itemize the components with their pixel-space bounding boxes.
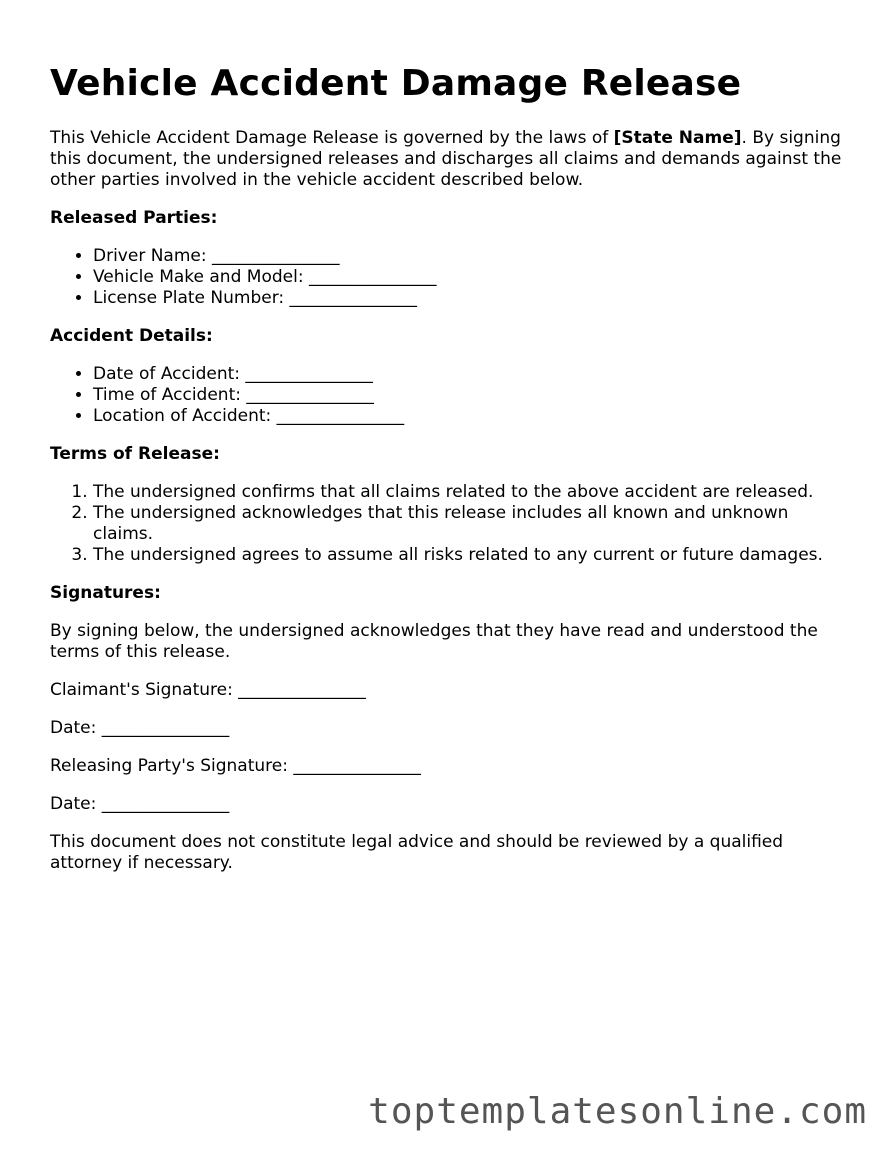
disclaimer-paragraph: This document does not constitute legal advice and should be reviewed by a qualified attorney if necessary. — [50, 832, 784, 873]
releasing-party-signature-line: Releasing Party's Signature: _______________ — [50, 756, 421, 776]
claimant-signature-line: Claimant's Signature: _______________ — [50, 680, 366, 700]
intro-text-after: . By signing this document, the undersigned releases and discharges all claims and demands against the other parties involved in the vehicle accident described below. — [50, 128, 842, 190]
signatures-statement: By signing below, the undersigned acknowledges that they have read and understood the terms of this release. — [50, 621, 818, 662]
list-item: 3. The undersigned agrees to assume all risks related to any current or future damages. — [93, 545, 850, 566]
terms-list — [50, 482, 850, 566]
signatures-heading: Signatures: — [50, 583, 161, 603]
list-item: 2. The undersigned acknowledges that this release includes all known and unknown claims. — [93, 503, 850, 545]
claimant-date-line: Date: _______________ — [50, 718, 230, 738]
list-item: 1. The undersigned confirms that all claims related to the above accident are released. — [93, 482, 850, 503]
intro-text-before: This Vehicle Accident Damage Release is governed by the laws of — [50, 128, 614, 148]
released-parties-heading: Released Parties: — [50, 208, 218, 228]
document-title: Vehicle Accident Damage Release — [50, 63, 742, 104]
watermark-text: toptemplatesonline.com — [368, 1091, 867, 1132]
document-page — [50, 62, 850, 891]
terms-heading: Terms of Release: — [50, 444, 220, 464]
state-name-placeholder: [State Name] — [613, 128, 742, 148]
released-parties-list — [50, 246, 850, 309]
list-item: • Time of Accident: _______________ — [93, 385, 850, 406]
list-item: • Date of Accident: _______________ — [93, 364, 850, 385]
list-item: • Vehicle Make and Model: _______________ — [93, 267, 850, 288]
intro-paragraph — [50, 128, 850, 191]
releasing-party-date-line: Date: _______________ — [50, 794, 230, 814]
accident-details-list — [50, 364, 850, 427]
list-item: • Driver Name: _______________ — [93, 246, 850, 267]
list-item: • License Plate Number: _______________ — [93, 288, 850, 309]
list-item: • Location of Accident: _______________ — [93, 406, 850, 427]
accident-details-heading: Accident Details: — [50, 326, 213, 346]
